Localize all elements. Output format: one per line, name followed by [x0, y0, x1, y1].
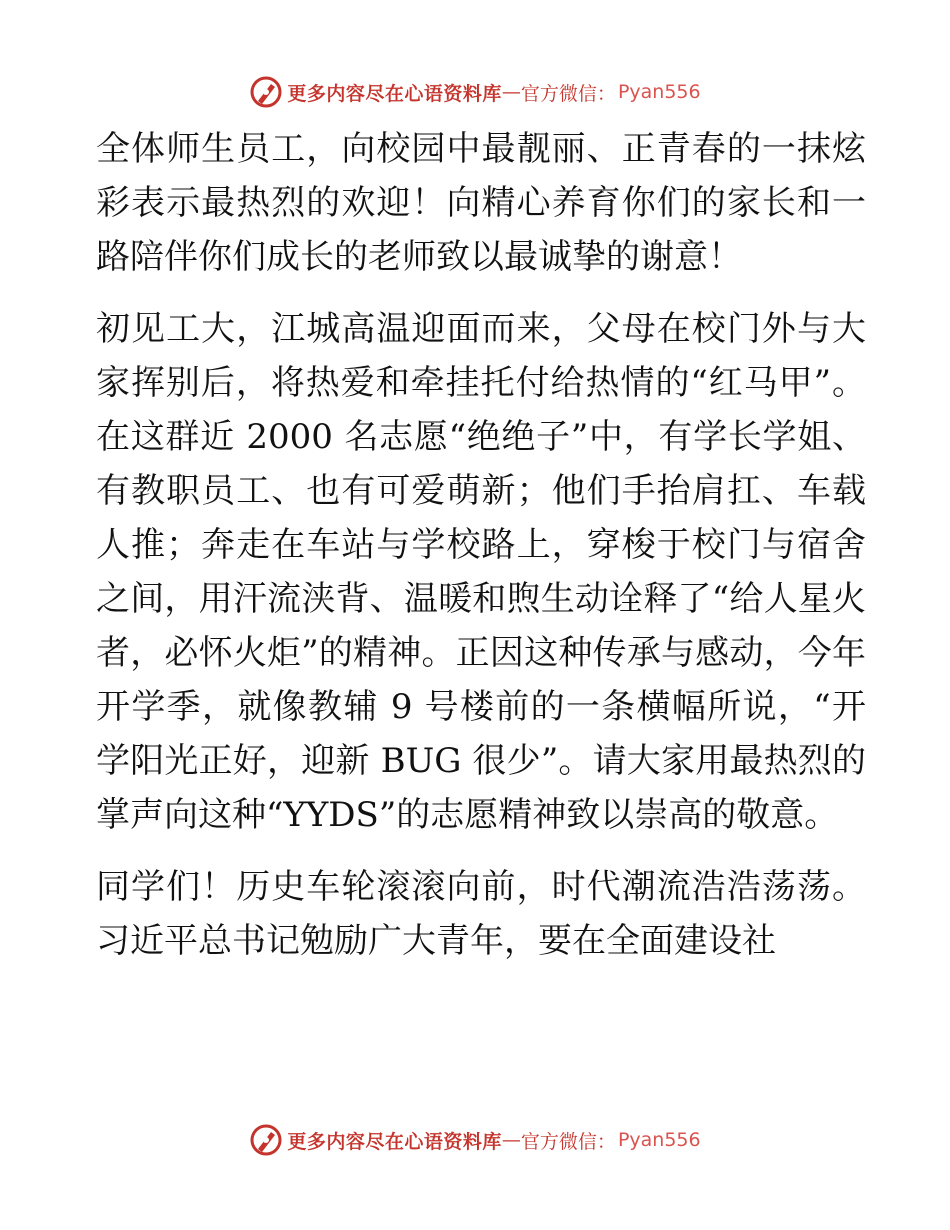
banner-wechat-label: 官方微信：	[520, 82, 616, 105]
footer-banner	[0, 1120, 950, 1160]
document-body	[96, 122, 866, 968]
paragraph-3: 同学们！历史车轮滚滚向前，时代潮流浩浩荡荡。习近平总书记勉励广大青年，要在全面建设社	[96, 867, 866, 961]
banner-site-text: 更多内容尽在心语资料库	[287, 82, 502, 105]
header-banner	[0, 72, 950, 112]
pen-logo-icon	[249, 1123, 283, 1157]
banner-wechat-account: Pyan556	[617, 81, 701, 103]
banner-separator: —	[501, 1129, 521, 1151]
pen-logo-icon	[249, 75, 283, 109]
banner-separator: —	[501, 81, 521, 103]
banner-wechat-label: 官方微信：	[520, 1130, 616, 1153]
banner-site-text: 更多内容尽在心语资料库	[287, 1130, 502, 1153]
paragraph-2: 初见工大，江城高温迎面而来，父母在校门外与大家挥别后，将热爱和牵挂托付给热情的“红马甲”。在这群近 2000 名志愿“绝绝子”中，有学长学姐、有教职员工、也有可爱萌新；他们手抬肩扛、车载人推；奔走在车站与学校路上，穿梭于校门与宿舍之间，用汗流浃背、温暖和煦生动诠释了“给人星火者，必怀火炬”的精神。正因这种传承与感动，今年开学季，就像教辅 9 号楼前的一条横幅所说，“开学阳光正好，迎新 BUG 很少”。请大家用最热烈的掌声向这种“YYDS”的志愿精神致以崇高的敬意。	[96, 309, 866, 835]
banner-wechat-account: Pyan556	[617, 1129, 701, 1151]
paragraph-1: 全体师生员工，向校园中最靓丽、正青春的一抹炫彩表示最热烈的欢迎！向精心养育你们的家长和一路陪伴你们成长的老师致以最诚挚的谢意！	[96, 129, 866, 277]
